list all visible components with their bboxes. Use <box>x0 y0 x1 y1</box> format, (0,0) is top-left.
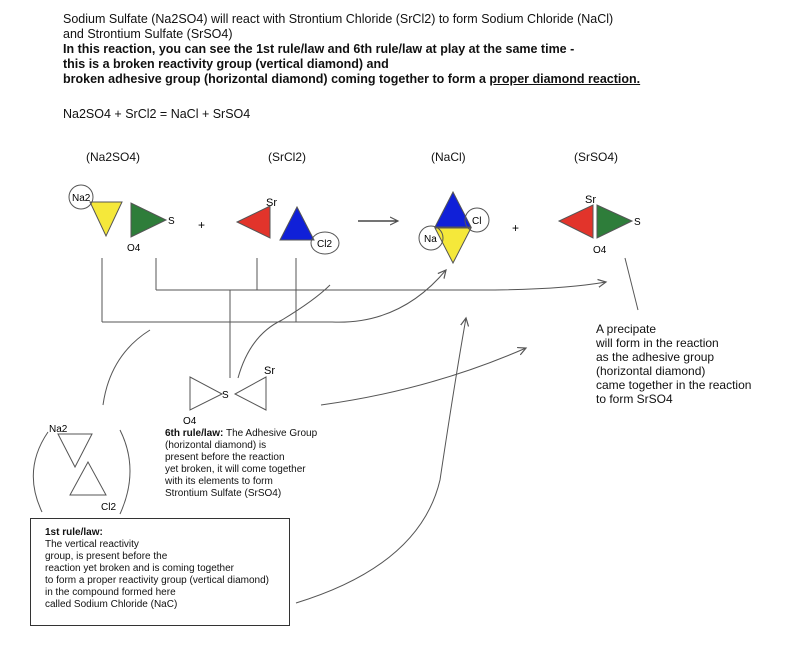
so4-green-triangle <box>131 203 166 237</box>
na2-symbol: Na2 <box>72 193 91 204</box>
intro-bold-3 <box>63 72 640 87</box>
rule6-line: (horizontal diamond) is <box>165 440 267 451</box>
adhesive-left-triangle <box>190 377 222 410</box>
plus-sign-2: + <box>512 221 520 235</box>
rule1-line: called Sodium Chloride (NaC) <box>45 599 178 610</box>
srso4-green-triangle <box>597 205 632 238</box>
compound-label-srso4: (SrSO4) <box>574 150 619 164</box>
adhesive-o4-symbol: O4 <box>183 416 197 427</box>
rule1-title: 1st rule/law: <box>45 527 103 538</box>
precipitate-note <box>596 322 751 406</box>
rule6-line: yet broken, it will come together <box>165 464 306 475</box>
rule1-line: in the compound formed here <box>45 587 176 598</box>
srso4-o4-symbol: O4 <box>593 245 607 256</box>
proper-diamond-reaction-text: proper diamond reaction. <box>489 72 641 86</box>
sr-red-triangle <box>237 206 270 238</box>
rule1-line: The vertical reactivity <box>45 539 139 550</box>
intro-bold-3-text: broken adhesive group (horizontal diamond) coming together to form a <box>63 72 490 86</box>
s-symbol: S <box>168 216 175 227</box>
rule6-first-line: The Adhesive Group <box>223 428 318 439</box>
na2-yellow-triangle <box>90 202 122 236</box>
left-paren-curve <box>33 432 48 512</box>
adhesive-right-triangle <box>235 377 266 410</box>
reactivity-top-triangle <box>58 434 92 467</box>
srso4-sr-symbol: Sr <box>585 194 596 206</box>
srso4-molecule <box>559 194 641 256</box>
rule1-line: to form a proper reactivity group (vertical diamond) <box>45 575 269 586</box>
precipitate-line: (horizontal diamond) <box>596 364 706 378</box>
precipitate-line: will form in the reaction <box>596 336 719 350</box>
precipitate-line: as the adhesive group <box>596 350 715 364</box>
broken-reactivity-group <box>33 424 130 514</box>
sr-symbol: Sr <box>266 197 277 209</box>
rule6-heading-line <box>165 428 317 440</box>
equation: Na2SO4 + SrCl2 = NaCl + SrSO4 <box>63 107 251 121</box>
srso4-s-symbol: S <box>634 217 641 228</box>
rule1-line: group, is present before the <box>45 551 168 562</box>
intro-bold-1: In this reaction, you can see the 1st rule/law and 6th rule/law at play at the same time - <box>63 42 575 56</box>
rule1-note <box>45 527 269 611</box>
na-symbol: Na <box>424 234 437 245</box>
srcl2-molecule <box>237 197 339 254</box>
adhesive-sr-symbol: Sr <box>264 365 275 377</box>
compound-label-nacl: (NaCl) <box>431 150 466 164</box>
o4-symbol: O4 <box>127 243 141 254</box>
precipitate-line: A precipate <box>596 322 657 336</box>
cl2-symbol: Cl2 <box>317 239 333 250</box>
reactivity-na2-symbol: Na2 <box>49 424 68 435</box>
rule1-box <box>30 518 290 626</box>
rule6-line: with its elements to form <box>165 476 273 487</box>
rule1-line: reaction yet broken and is coming together <box>45 563 234 574</box>
precipitate-line: to form SrSO4 <box>596 392 673 406</box>
intro-line-2: and Strontium Sulfate (SrSO4) <box>63 27 233 41</box>
srso4-red-triangle <box>559 205 593 238</box>
rule6-line: Strontium Sulfate (SrSO4) <box>165 488 282 499</box>
intro-bold-2: this is a broken reactivity group (vertical diamond) and <box>63 57 389 71</box>
compound-label-srcl2: (SrCl2) <box>268 150 306 164</box>
rule6-note <box>165 428 317 500</box>
compound-label-na2so4: (Na2SO4) <box>86 150 141 164</box>
reactivity-cl2-symbol: Cl2 <box>101 502 117 513</box>
rule6-title: 6th rule/law: <box>165 428 224 439</box>
precipitate-line: came together in the reaction <box>596 378 752 392</box>
cl-symbol: Cl <box>472 216 482 227</box>
broken-adhesive-group <box>183 365 275 427</box>
cl2-blue-triangle <box>280 207 314 240</box>
na2so4-molecule <box>69 185 175 254</box>
intro-line-1: Sodium Sulfate (Na2SO4) will react with Strontium Chloride (SrCl2) to form Sodium Chloride (NaCl) <box>63 12 614 26</box>
plus-sign-1: + <box>198 218 206 232</box>
nacl-molecule <box>419 192 489 263</box>
adhesive-s-symbol: S <box>222 390 229 401</box>
right-paren-curve <box>120 430 130 514</box>
rule6-line: present before the reaction <box>165 452 285 463</box>
